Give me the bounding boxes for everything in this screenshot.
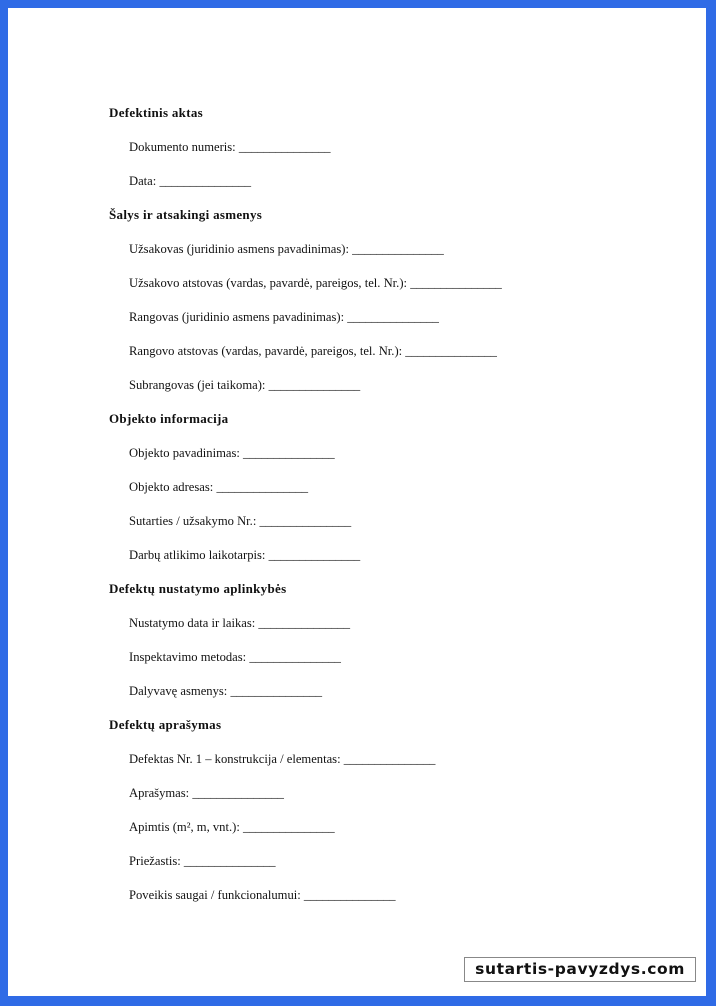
field-apimtis: [109, 818, 669, 852]
field-blank: _______________: [343, 752, 436, 766]
section-title-defektinis-aktas: Defektinis aktas: [109, 105, 203, 120]
field-label: Užsakovas (juridinio asmens pavadinimas):: [129, 242, 349, 256]
field-nustatymo-data: [109, 614, 669, 648]
field-rangovas: [109, 308, 669, 342]
field-label: Poveikis saugai / funkcionalumui:: [129, 888, 301, 902]
field-label: Darbų atlikimo laikotarpis:: [129, 548, 266, 562]
field-data: [109, 172, 669, 206]
field-uzsakovo-atstovas: [109, 274, 669, 308]
field-blank: _______________: [216, 480, 308, 494]
field-label: Data:: [129, 174, 157, 188]
field-uzsakovas: [109, 240, 669, 274]
field-label: Užsakovo atstovas (vardas, pavardė, pareigos, tel. Nr.):: [129, 276, 408, 290]
field-blank: _______________: [249, 650, 341, 664]
field-dokumento-numeris: [109, 138, 669, 172]
field-label: Subrangovas (jei taikoma):: [129, 378, 266, 392]
field-subrangovas: [109, 376, 669, 410]
field-label: Nustatymo data ir laikas:: [129, 616, 256, 630]
field-objekto-pavadinimas: [109, 444, 669, 478]
field-label: Priežastis:: [129, 854, 181, 868]
field-label: Rangovo atstovas (vardas, pavardė, pareigos, tel. Nr.):: [129, 344, 403, 358]
field-blank: _______________: [192, 786, 284, 800]
field-blank: _______________: [242, 820, 335, 834]
field-label: Dokumento numeris:: [129, 140, 236, 154]
field-blank: _______________: [268, 548, 361, 562]
field-label: Apimtis (m², m, vnt.):: [129, 820, 240, 834]
field-aprasymas: [109, 784, 669, 818]
section-title-salys: Šalys ir atsakingi asmenys: [109, 207, 263, 222]
field-blank: _______________: [243, 446, 335, 460]
field-label: Aprašymas:: [129, 786, 190, 800]
field-blank: _______________: [268, 378, 361, 392]
field-blank: _______________: [259, 514, 351, 528]
document-body: [109, 104, 669, 920]
field-label: Dalyvavę asmenys:: [129, 684, 228, 698]
field-blank: _______________: [258, 616, 350, 630]
field-rangovo-atstovas: [109, 342, 669, 376]
field-priezastis: [109, 852, 669, 886]
watermark-site-name: sutartis-pavyzdys.com: [464, 957, 696, 982]
field-label: Defektas Nr. 1 – konstrukcija / elementas:: [129, 752, 341, 766]
field-blank: _______________: [238, 140, 331, 154]
field-sutarties-nr: [109, 512, 669, 546]
field-dalyvave-asmenys: [109, 682, 669, 716]
field-label: Rangovas (juridinio asmens pavadinimas):: [129, 310, 345, 324]
section-title-defektu-aprasymas: Defektų aprašymas: [109, 717, 222, 732]
field-label: Inspektavimo metodas:: [129, 650, 247, 664]
field-poveikis: [109, 886, 669, 920]
field-blank: _______________: [347, 310, 439, 324]
field-blank: _______________: [230, 684, 322, 698]
section-title-objekto-informacija: Objekto informacija: [109, 411, 229, 426]
field-blank: _______________: [410, 276, 502, 290]
field-darbu-laikotarpis: [109, 546, 669, 580]
field-blank: _______________: [183, 854, 276, 868]
field-label: Objekto pavadinimas:: [129, 446, 240, 460]
section-title-nustatymo-aplinkybes: Defektų nustatymo aplinkybės: [109, 581, 287, 596]
field-label: Sutarties / užsakymo Nr.:: [129, 514, 257, 528]
field-defektas-nr-1: [109, 750, 669, 784]
field-objekto-adresas: [109, 478, 669, 512]
field-inspektavimo-metodas: [109, 648, 669, 682]
field-blank: _______________: [352, 242, 444, 256]
field-blank: _______________: [303, 888, 396, 902]
document-page: [8, 8, 706, 996]
field-label: Objekto adresas:: [129, 480, 214, 494]
field-blank: _______________: [405, 344, 497, 358]
field-blank: _______________: [159, 174, 251, 188]
